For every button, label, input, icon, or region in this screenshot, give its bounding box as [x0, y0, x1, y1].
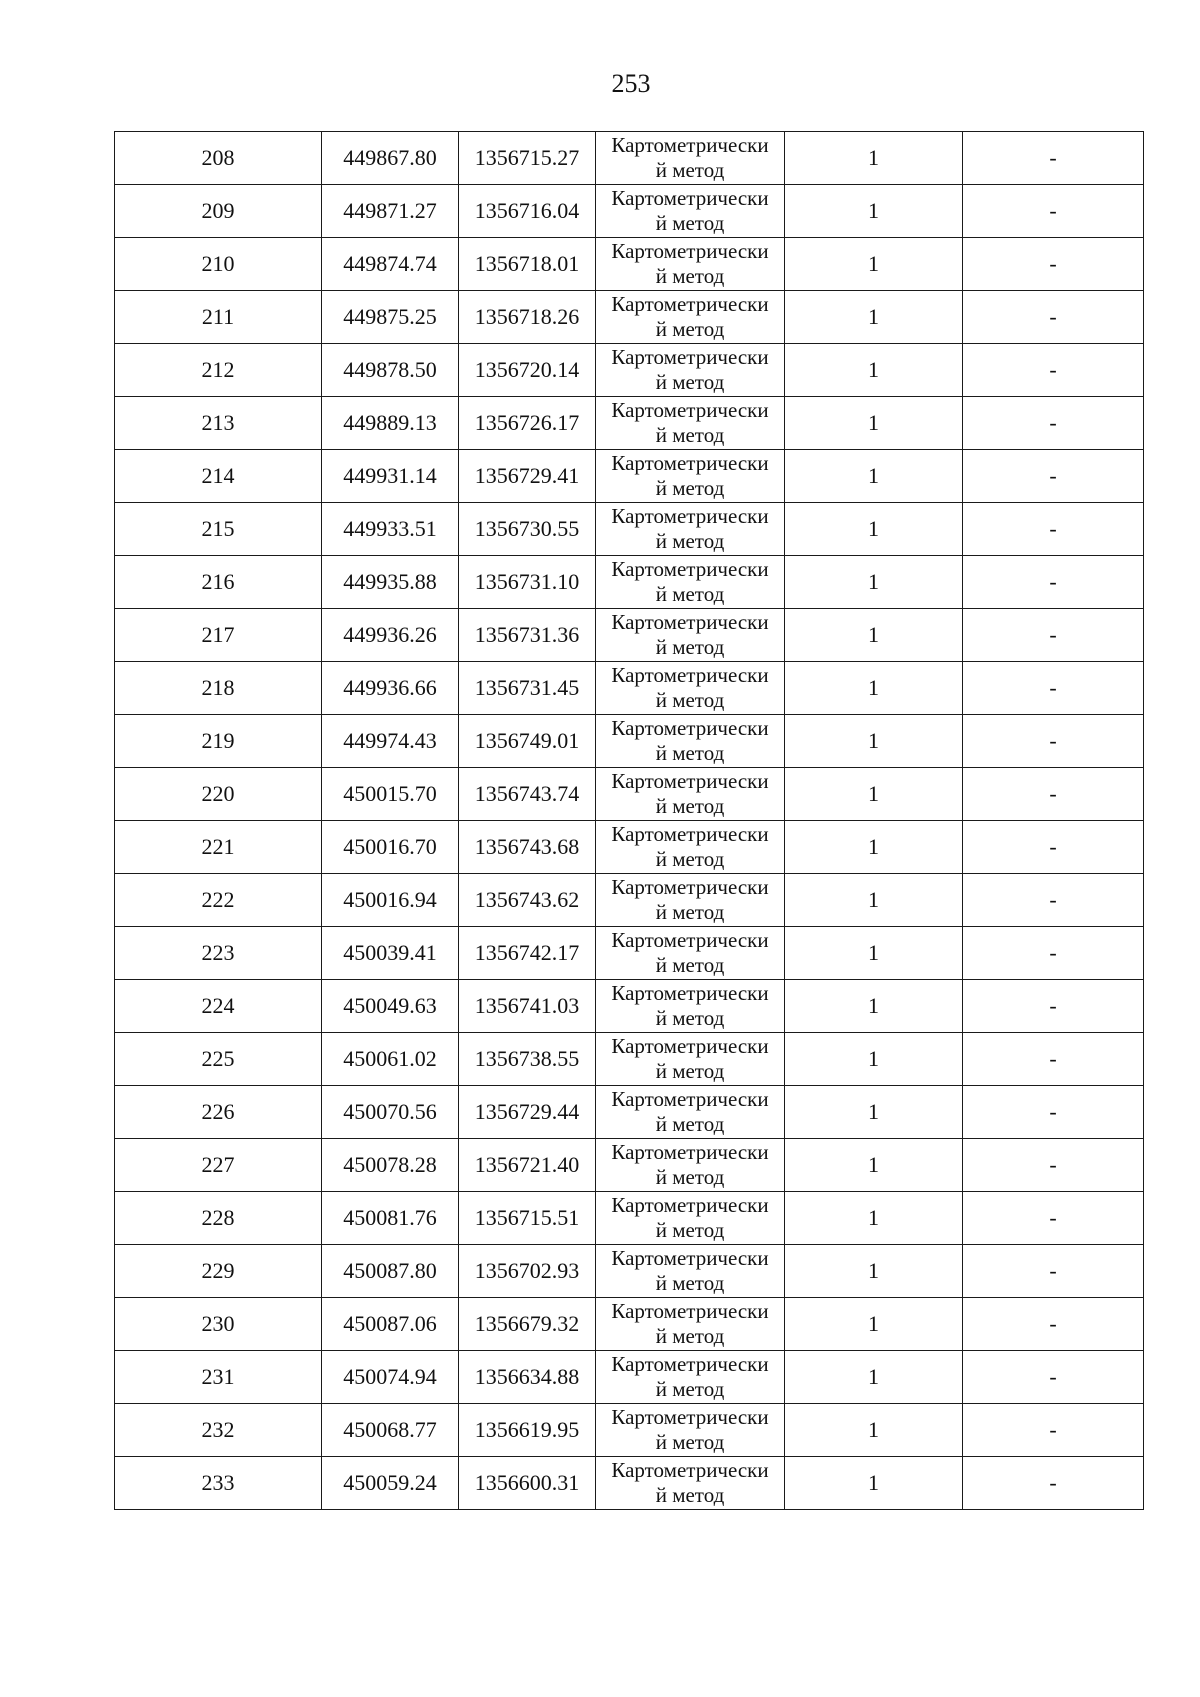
y-coordinate-cell: 1356731.45 [459, 662, 596, 715]
method-label-line2: й метод [655, 741, 725, 765]
note-cell: - [963, 715, 1144, 768]
method-cell [596, 662, 785, 715]
table-row [115, 609, 1144, 662]
method-cell [596, 185, 785, 238]
x-coordinate-cell: 450081.76 [322, 1192, 459, 1245]
method-label-line2: й метод [655, 847, 725, 871]
note-cell: - [963, 132, 1144, 185]
note-cell: - [963, 980, 1144, 1033]
note-cell: - [963, 291, 1144, 344]
method-label-line2: й метод [655, 370, 725, 394]
table-row [115, 874, 1144, 927]
method-label-line2: й метод [655, 635, 725, 659]
table-row [115, 715, 1144, 768]
note-cell: - [963, 927, 1144, 980]
accuracy-cell: 1 [785, 1086, 963, 1139]
method-cell [596, 397, 785, 450]
point-number-cell: 226 [115, 1086, 322, 1139]
y-coordinate-cell: 1356729.41 [459, 450, 596, 503]
method-label-line2: й метод [655, 1377, 725, 1401]
y-coordinate-cell: 1356721.40 [459, 1139, 596, 1192]
table-row [115, 450, 1144, 503]
accuracy-cell: 1 [785, 1245, 963, 1298]
method-label-line1: Картометрически [611, 1140, 769, 1164]
accuracy-cell: 1 [785, 1033, 963, 1086]
method-cell [596, 609, 785, 662]
point-number-cell: 230 [115, 1298, 322, 1351]
x-coordinate-cell: 450061.02 [322, 1033, 459, 1086]
y-coordinate-cell: 1356715.27 [459, 132, 596, 185]
method-label-line2: й метод [655, 1112, 725, 1136]
x-coordinate-cell: 449931.14 [322, 450, 459, 503]
note-cell: - [963, 768, 1144, 821]
table-row [115, 1192, 1144, 1245]
note-cell: - [963, 1086, 1144, 1139]
note-cell: - [963, 1033, 1144, 1086]
x-coordinate-cell: 450049.63 [322, 980, 459, 1033]
method-cell [596, 1404, 785, 1457]
table-row [115, 1245, 1144, 1298]
note-cell: - [963, 238, 1144, 291]
table-row [115, 980, 1144, 1033]
x-coordinate-cell: 449867.80 [322, 132, 459, 185]
method-label-line2: й метод [655, 264, 725, 288]
method-label-line2: й метод [655, 317, 725, 341]
point-number-cell: 222 [115, 874, 322, 927]
note-cell: - [963, 1404, 1144, 1457]
point-number-cell: 223 [115, 927, 322, 980]
y-coordinate-cell: 1356720.14 [459, 344, 596, 397]
point-number-cell: 209 [115, 185, 322, 238]
point-number-cell: 231 [115, 1351, 322, 1404]
method-label-line1: Картометрически [611, 610, 769, 634]
x-coordinate-cell: 450015.70 [322, 768, 459, 821]
y-coordinate-cell: 1356718.01 [459, 238, 596, 291]
accuracy-cell: 1 [785, 450, 963, 503]
method-label-line1: Картометрически [611, 186, 769, 210]
note-cell: - [963, 185, 1144, 238]
method-cell [596, 874, 785, 927]
method-label-line2: й метод [655, 900, 725, 924]
method-label-line2: й метод [655, 158, 725, 182]
method-label-line2: й метод [655, 1165, 725, 1189]
point-number-cell: 227 [115, 1139, 322, 1192]
x-coordinate-cell: 449935.88 [322, 556, 459, 609]
x-coordinate-cell: 450016.94 [322, 874, 459, 927]
point-number-cell: 232 [115, 1404, 322, 1457]
method-cell [596, 1351, 785, 1404]
x-coordinate-cell: 450070.56 [322, 1086, 459, 1139]
method-label-line1: Картометрически [611, 981, 769, 1005]
accuracy-cell: 1 [785, 1192, 963, 1245]
method-label-line2: й метод [655, 1006, 725, 1030]
y-coordinate-cell: 1356634.88 [459, 1351, 596, 1404]
x-coordinate-cell: 449871.27 [322, 185, 459, 238]
method-label-line2: й метод [655, 953, 725, 977]
method-label-line1: Картометрически [611, 504, 769, 528]
method-cell [596, 980, 785, 1033]
method-cell [596, 715, 785, 768]
note-cell: - [963, 821, 1144, 874]
table-body [115, 132, 1144, 1510]
note-cell: - [963, 344, 1144, 397]
accuracy-cell: 1 [785, 1139, 963, 1192]
accuracy-cell: 1 [785, 185, 963, 238]
method-cell [596, 768, 785, 821]
method-label-line1: Картометрически [611, 345, 769, 369]
method-label-line2: й метод [655, 423, 725, 447]
y-coordinate-cell: 1356600.31 [459, 1457, 596, 1510]
x-coordinate-cell: 450059.24 [322, 1457, 459, 1510]
method-label-line1: Картометрически [611, 822, 769, 846]
table-row [115, 185, 1144, 238]
point-number-cell: 224 [115, 980, 322, 1033]
method-label-line2: й метод [655, 1430, 725, 1454]
table-row [115, 927, 1144, 980]
method-label-line2: й метод [655, 794, 725, 818]
method-label-line1: Картометрически [611, 1087, 769, 1111]
x-coordinate-cell: 449936.26 [322, 609, 459, 662]
method-cell [596, 450, 785, 503]
method-cell [596, 556, 785, 609]
x-coordinate-cell: 450016.70 [322, 821, 459, 874]
note-cell: - [963, 1298, 1144, 1351]
method-label-line1: Картометрически [611, 769, 769, 793]
note-cell: - [963, 450, 1144, 503]
method-label-line1: Картометрически [611, 239, 769, 263]
accuracy-cell: 1 [785, 874, 963, 927]
note-cell: - [963, 1139, 1144, 1192]
y-coordinate-cell: 1356702.93 [459, 1245, 596, 1298]
method-label-line2: й метод [655, 582, 725, 606]
accuracy-cell: 1 [785, 980, 963, 1033]
point-number-cell: 220 [115, 768, 322, 821]
method-label-line1: Картометрически [611, 716, 769, 740]
method-label-line1: Картометрически [611, 875, 769, 899]
table-row [115, 1457, 1144, 1510]
method-label-line1: Картометрически [611, 1458, 769, 1482]
x-coordinate-cell: 450087.80 [322, 1245, 459, 1298]
y-coordinate-cell: 1356743.74 [459, 768, 596, 821]
table-row [115, 344, 1144, 397]
accuracy-cell: 1 [785, 1457, 963, 1510]
table-row [115, 556, 1144, 609]
method-cell [596, 1245, 785, 1298]
x-coordinate-cell: 450068.77 [322, 1404, 459, 1457]
table-row [115, 1298, 1144, 1351]
method-label-line1: Картометрически [611, 1034, 769, 1058]
point-number-cell: 208 [115, 132, 322, 185]
x-coordinate-cell: 449875.25 [322, 291, 459, 344]
table-row [115, 768, 1144, 821]
y-coordinate-cell: 1356726.17 [459, 397, 596, 450]
accuracy-cell: 1 [785, 556, 963, 609]
note-cell: - [963, 1245, 1144, 1298]
y-coordinate-cell: 1356619.95 [459, 1404, 596, 1457]
point-number-cell: 218 [115, 662, 322, 715]
table-row [115, 662, 1144, 715]
method-label-line2: й метод [655, 1324, 725, 1348]
x-coordinate-cell: 449936.66 [322, 662, 459, 715]
table-row [115, 1086, 1144, 1139]
method-label-line2: й метод [655, 688, 725, 712]
y-coordinate-cell: 1356730.55 [459, 503, 596, 556]
accuracy-cell: 1 [785, 1351, 963, 1404]
method-cell [596, 503, 785, 556]
point-number-cell: 219 [115, 715, 322, 768]
method-label-line1: Картометрически [611, 928, 769, 952]
accuracy-cell: 1 [785, 238, 963, 291]
coordinates-table [114, 131, 1144, 1510]
table-row [115, 503, 1144, 556]
point-number-cell: 229 [115, 1245, 322, 1298]
y-coordinate-cell: 1356718.26 [459, 291, 596, 344]
method-label-line1: Картометрически [611, 1246, 769, 1270]
note-cell: - [963, 609, 1144, 662]
table-row [115, 1033, 1144, 1086]
method-label-line1: Картометрически [611, 398, 769, 422]
method-cell [596, 132, 785, 185]
note-cell: - [963, 1351, 1144, 1404]
table-row [115, 397, 1144, 450]
note-cell: - [963, 1457, 1144, 1510]
note-cell: - [963, 662, 1144, 715]
table-row [115, 238, 1144, 291]
point-number-cell: 233 [115, 1457, 322, 1510]
point-number-cell: 214 [115, 450, 322, 503]
x-coordinate-cell: 449874.74 [322, 238, 459, 291]
point-number-cell: 225 [115, 1033, 322, 1086]
point-number-cell: 217 [115, 609, 322, 662]
y-coordinate-cell: 1356742.17 [459, 927, 596, 980]
y-coordinate-cell: 1356729.44 [459, 1086, 596, 1139]
accuracy-cell: 1 [785, 662, 963, 715]
accuracy-cell: 1 [785, 397, 963, 450]
accuracy-cell: 1 [785, 1404, 963, 1457]
method-cell [596, 1192, 785, 1245]
point-number-cell: 210 [115, 238, 322, 291]
accuracy-cell: 1 [785, 132, 963, 185]
accuracy-cell: 1 [785, 821, 963, 874]
accuracy-cell: 1 [785, 609, 963, 662]
method-label-line1: Картометрически [611, 663, 769, 687]
y-coordinate-cell: 1356679.32 [459, 1298, 596, 1351]
y-coordinate-cell: 1356743.62 [459, 874, 596, 927]
y-coordinate-cell: 1356731.36 [459, 609, 596, 662]
x-coordinate-cell: 450087.06 [322, 1298, 459, 1351]
y-coordinate-cell: 1356743.68 [459, 821, 596, 874]
method-cell [596, 344, 785, 397]
method-label-line2: й метод [655, 1059, 725, 1083]
table-row [115, 132, 1144, 185]
method-label-line1: Картометрически [611, 1193, 769, 1217]
method-cell [596, 1086, 785, 1139]
method-cell [596, 238, 785, 291]
y-coordinate-cell: 1356738.55 [459, 1033, 596, 1086]
accuracy-cell: 1 [785, 344, 963, 397]
y-coordinate-cell: 1356749.01 [459, 715, 596, 768]
method-label-line2: й метод [655, 1271, 725, 1295]
method-cell [596, 927, 785, 980]
x-coordinate-cell: 449933.51 [322, 503, 459, 556]
table-row [115, 1404, 1144, 1457]
note-cell: - [963, 874, 1144, 927]
accuracy-cell: 1 [785, 927, 963, 980]
point-number-cell: 216 [115, 556, 322, 609]
x-coordinate-cell: 450078.28 [322, 1139, 459, 1192]
method-label-line1: Картометрически [611, 1352, 769, 1376]
point-number-cell: 213 [115, 397, 322, 450]
method-cell [596, 1139, 785, 1192]
x-coordinate-cell: 450074.94 [322, 1351, 459, 1404]
note-cell: - [963, 397, 1144, 450]
accuracy-cell: 1 [785, 503, 963, 556]
method-cell [596, 1457, 785, 1510]
method-label-line2: й метод [655, 1218, 725, 1242]
x-coordinate-cell: 449878.50 [322, 344, 459, 397]
y-coordinate-cell: 1356731.10 [459, 556, 596, 609]
table-row [115, 1139, 1144, 1192]
method-label-line1: Картометрически [611, 557, 769, 581]
method-label-line1: Картометрически [611, 451, 769, 475]
method-label-line2: й метод [655, 476, 725, 500]
method-cell [596, 291, 785, 344]
point-number-cell: 221 [115, 821, 322, 874]
page-number: 253 [611, 69, 651, 98]
note-cell: - [963, 556, 1144, 609]
point-number-cell: 211 [115, 291, 322, 344]
method-label-line1: Картометрически [611, 1405, 769, 1429]
method-label-line1: Картометрически [611, 1299, 769, 1323]
method-cell [596, 1298, 785, 1351]
point-number-cell: 215 [115, 503, 322, 556]
accuracy-cell: 1 [785, 1298, 963, 1351]
method-label-line1: Картометрически [611, 133, 769, 157]
accuracy-cell: 1 [785, 768, 963, 821]
method-label-line1: Картометрически [611, 292, 769, 316]
method-cell [596, 821, 785, 874]
accuracy-cell: 1 [785, 715, 963, 768]
accuracy-cell: 1 [785, 291, 963, 344]
table-row [115, 821, 1144, 874]
x-coordinate-cell: 450039.41 [322, 927, 459, 980]
method-cell [596, 1033, 785, 1086]
y-coordinate-cell: 1356715.51 [459, 1192, 596, 1245]
y-coordinate-cell: 1356716.04 [459, 185, 596, 238]
table-row [115, 291, 1144, 344]
method-label-line2: й метод [655, 1483, 725, 1507]
x-coordinate-cell: 449889.13 [322, 397, 459, 450]
note-cell: - [963, 503, 1144, 556]
method-label-line2: й метод [655, 529, 725, 553]
note-cell: - [963, 1192, 1144, 1245]
method-label-line2: й метод [655, 211, 725, 235]
table-row [115, 1351, 1144, 1404]
point-number-cell: 228 [115, 1192, 322, 1245]
x-coordinate-cell: 449974.43 [322, 715, 459, 768]
y-coordinate-cell: 1356741.03 [459, 980, 596, 1033]
point-number-cell: 212 [115, 344, 322, 397]
